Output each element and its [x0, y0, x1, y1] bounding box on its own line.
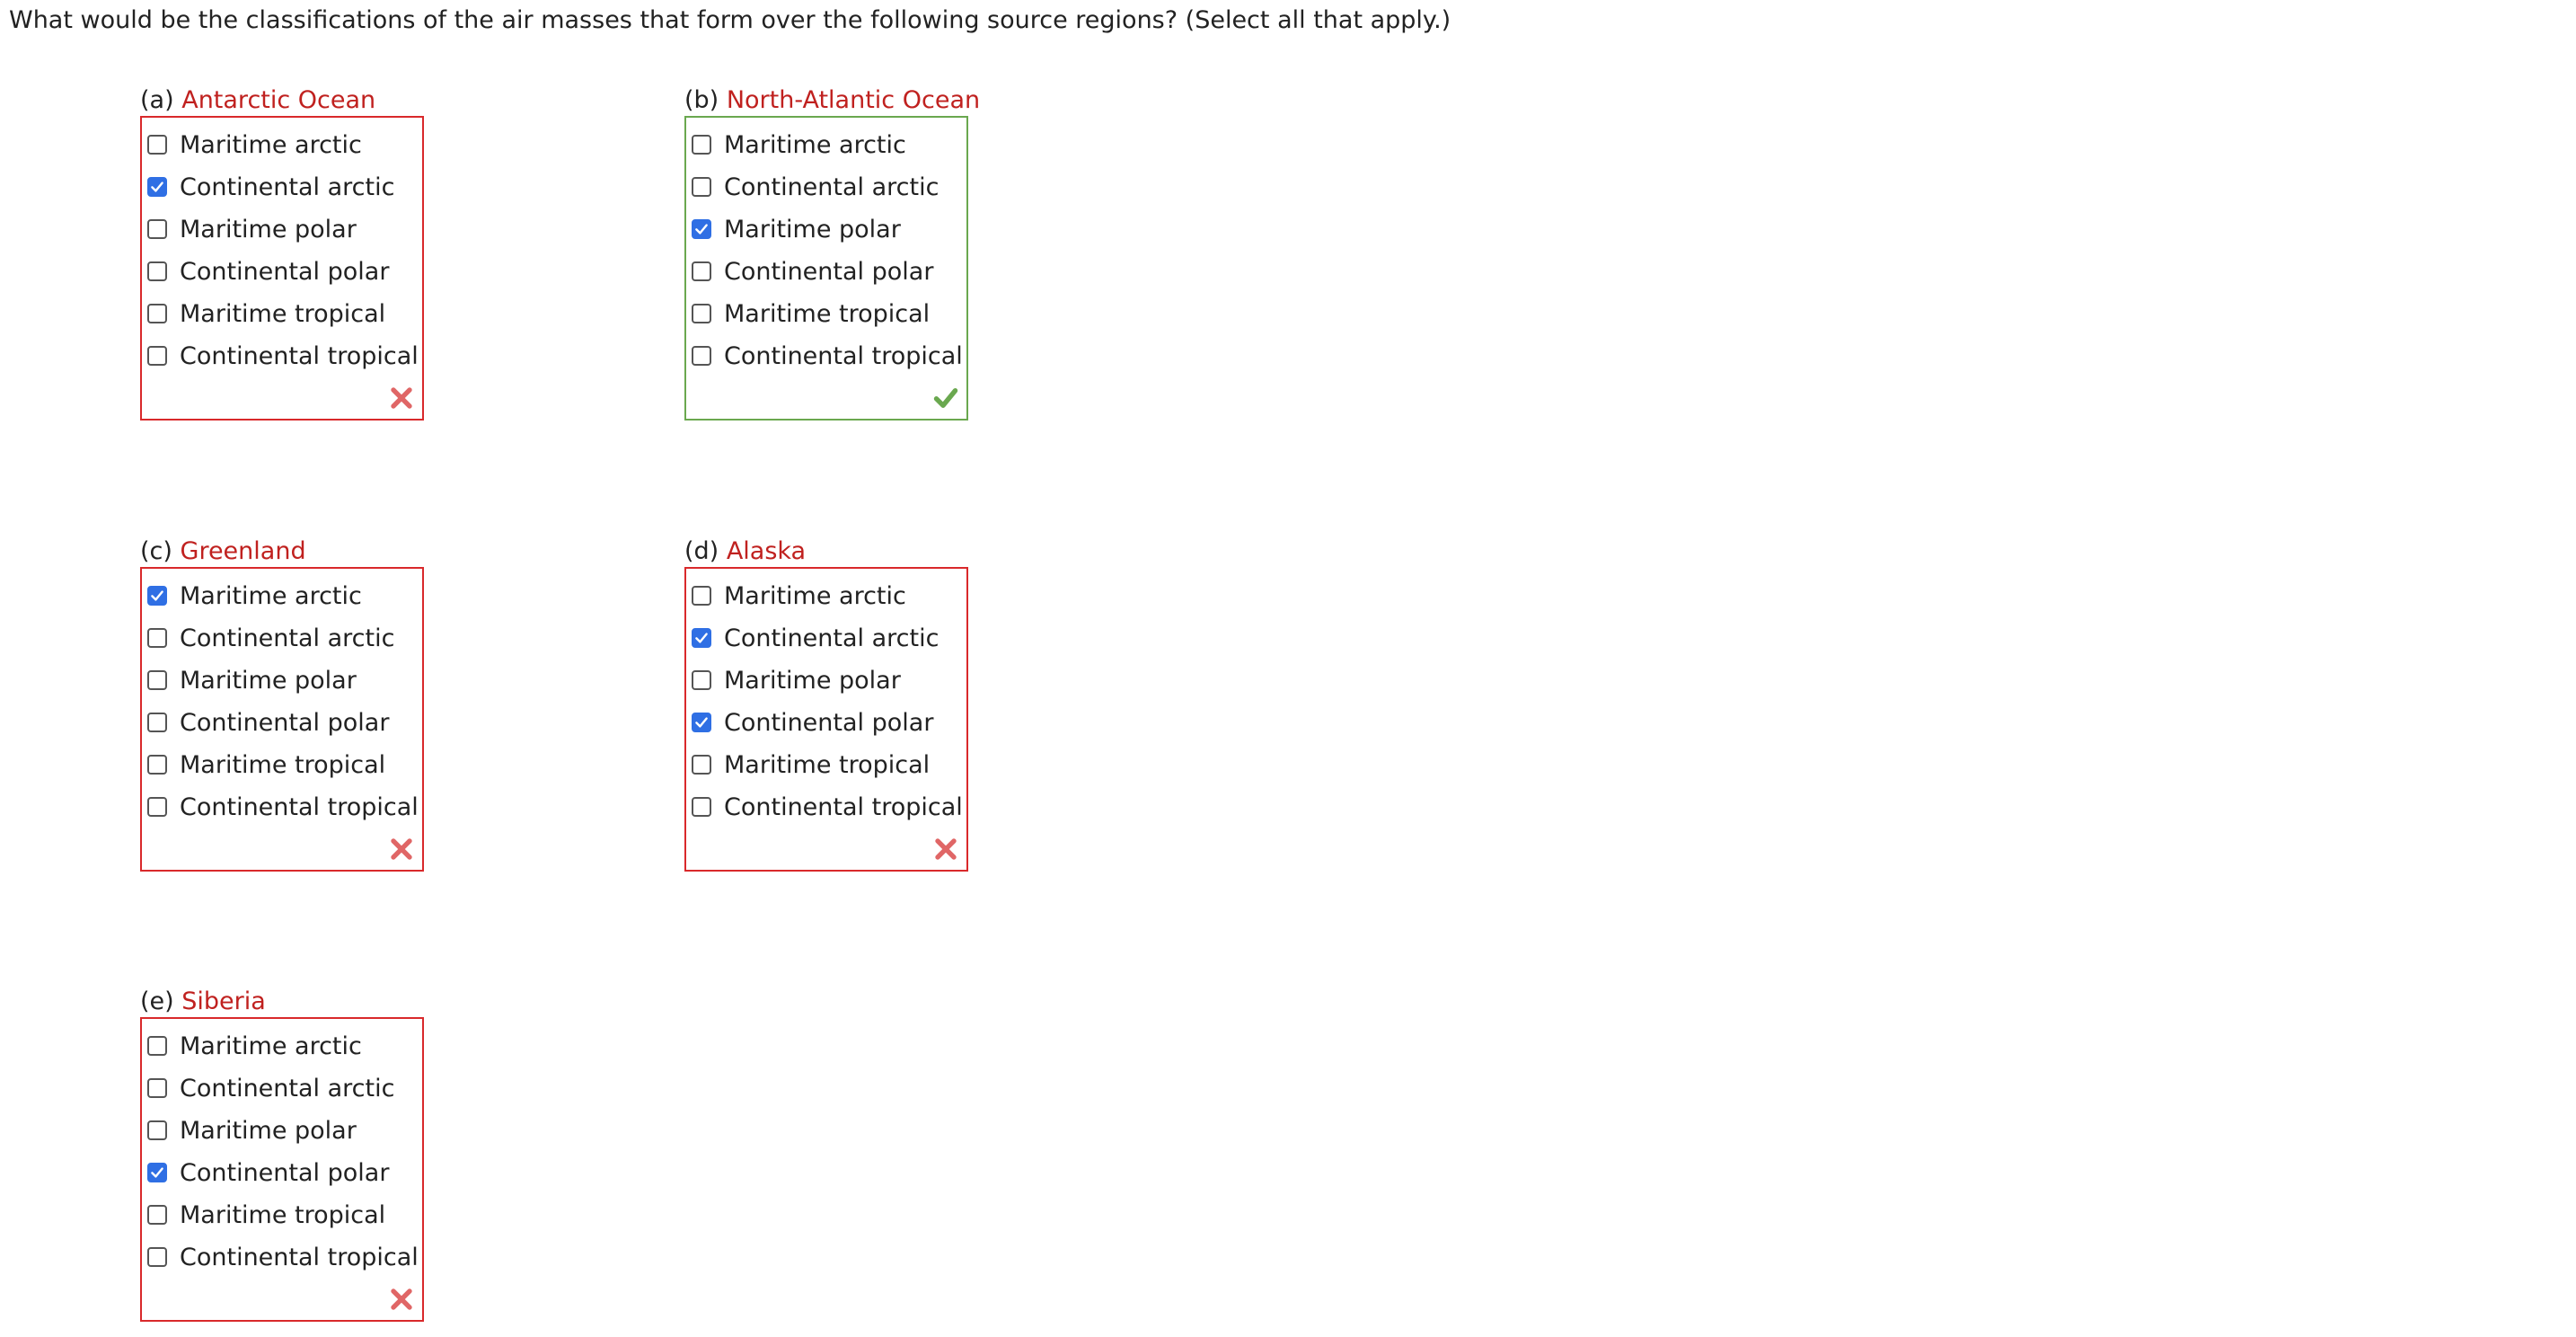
- option-label: Maritime tropical: [180, 750, 386, 779]
- checkbox-unchecked[interactable]: [147, 713, 167, 732]
- checkbox-checked[interactable]: [692, 628, 711, 648]
- option-label: Maritime tropical: [180, 299, 386, 328]
- option-label: Maritime polar: [180, 666, 357, 695]
- x-mark-icon: [388, 1286, 415, 1313]
- checkbox-checked[interactable]: [147, 1163, 167, 1182]
- checkbox-checked[interactable]: [692, 219, 711, 239]
- option-continental-arctic[interactable]: [692, 618, 939, 658]
- checkbox-unchecked[interactable]: [147, 797, 167, 817]
- option-continental-tropical[interactable]: [692, 336, 963, 376]
- option-label: Continental arctic: [724, 173, 940, 201]
- checkbox-unchecked[interactable]: [692, 135, 711, 155]
- option-maritime-arctic[interactable]: [147, 576, 362, 615]
- option-label: Maritime arctic: [180, 130, 362, 159]
- option-maritime-tropical[interactable]: [147, 745, 385, 784]
- option-label: Continental tropical: [180, 1243, 419, 1271]
- checkbox-unchecked[interactable]: [147, 346, 167, 366]
- option-maritime-arctic[interactable]: [147, 1026, 362, 1066]
- region-name: Siberia: [181, 987, 266, 1015]
- checkbox-unchecked[interactable]: [147, 261, 167, 281]
- option-maritime-polar[interactable]: [147, 209, 357, 249]
- checkbox-unchecked[interactable]: [147, 135, 167, 155]
- checkbox-unchecked[interactable]: [147, 1036, 167, 1056]
- option-continental-arctic[interactable]: [147, 618, 394, 658]
- option-label: Maritime arctic: [724, 581, 906, 610]
- x-mark-icon: [388, 836, 415, 863]
- option-label: Maritime tropical: [180, 1200, 386, 1229]
- checkbox-unchecked[interactable]: [147, 219, 167, 239]
- option-label: Continental tropical: [724, 341, 963, 370]
- x-mark-icon: [388, 385, 415, 412]
- region-name: North-Atlantic Ocean: [726, 86, 981, 114]
- option-label: Continental arctic: [180, 173, 395, 201]
- option-label: Continental arctic: [180, 1074, 395, 1102]
- option-label: Maritime polar: [724, 215, 901, 243]
- part-letter: (b): [684, 86, 719, 114]
- part-label: [140, 536, 306, 567]
- option-label: Continental polar: [724, 708, 934, 737]
- checkbox-unchecked[interactable]: [692, 304, 711, 323]
- option-maritime-polar[interactable]: [692, 209, 901, 249]
- option-label: Continental arctic: [724, 624, 940, 652]
- checkbox-unchecked[interactable]: [692, 177, 711, 197]
- checkbox-unchecked[interactable]: [147, 304, 167, 323]
- option-label: Continental polar: [180, 257, 390, 286]
- checkbox-checked[interactable]: [692, 713, 711, 732]
- option-label: Maritime arctic: [180, 581, 362, 610]
- option-maritime-tropical[interactable]: [692, 745, 930, 784]
- answer-box-incorrect: [140, 567, 424, 872]
- option-continental-polar[interactable]: [147, 703, 389, 742]
- part-label: [140, 987, 266, 1017]
- option-maritime-tropical[interactable]: [692, 294, 930, 333]
- option-label: Maritime tropical: [724, 750, 931, 779]
- answer-box-incorrect: [140, 116, 424, 421]
- checkbox-unchecked[interactable]: [147, 670, 167, 690]
- option-label: Maritime arctic: [724, 130, 906, 159]
- option-maritime-polar[interactable]: [147, 1111, 357, 1150]
- option-maritime-tropical[interactable]: [147, 1195, 385, 1235]
- region-name: Alaska: [726, 537, 807, 565]
- answer-box-correct: [684, 116, 968, 421]
- option-continental-arctic[interactable]: [147, 167, 394, 207]
- part-label: [684, 536, 806, 567]
- checkbox-unchecked[interactable]: [692, 586, 711, 606]
- option-maritime-polar[interactable]: [147, 660, 357, 700]
- option-maritime-arctic[interactable]: [692, 125, 906, 164]
- option-continental-tropical[interactable]: [147, 1237, 419, 1277]
- checkbox-unchecked[interactable]: [692, 670, 711, 690]
- option-label: Maritime polar: [180, 215, 357, 243]
- option-continental-arctic[interactable]: [692, 167, 939, 207]
- checkbox-unchecked[interactable]: [692, 261, 711, 281]
- checkbox-unchecked[interactable]: [147, 755, 167, 775]
- checkbox-unchecked[interactable]: [692, 346, 711, 366]
- option-continental-tropical[interactable]: [692, 787, 963, 827]
- part-label: [684, 85, 980, 116]
- answer-box-incorrect: [140, 1017, 424, 1322]
- checkbox-unchecked[interactable]: [692, 797, 711, 817]
- checkbox-unchecked[interactable]: [147, 1120, 167, 1140]
- option-maritime-arctic[interactable]: [147, 125, 362, 164]
- region-name: Greenland: [180, 537, 306, 565]
- option-continental-polar[interactable]: [147, 1153, 389, 1192]
- option-label: Maritime tropical: [724, 299, 931, 328]
- option-label: Continental polar: [180, 1158, 390, 1187]
- option-label: Continental tropical: [180, 792, 419, 821]
- option-label: Continental polar: [180, 708, 390, 737]
- option-label: Continental arctic: [180, 624, 395, 652]
- option-continental-polar[interactable]: [692, 252, 933, 291]
- option-label: Continental polar: [724, 257, 934, 286]
- option-continental-polar[interactable]: [147, 252, 389, 291]
- part-letter: (a): [140, 86, 174, 114]
- check-mark-icon: [932, 385, 959, 412]
- option-label: Maritime polar: [724, 666, 901, 695]
- checkbox-checked[interactable]: [147, 177, 167, 197]
- checkbox-unchecked[interactable]: [692, 755, 711, 775]
- part-letter: (e): [140, 987, 174, 1015]
- option-label: Maritime polar: [180, 1116, 357, 1145]
- part-letter: (d): [684, 537, 719, 565]
- checkbox-unchecked[interactable]: [147, 1078, 167, 1098]
- option-maritime-tropical[interactable]: [147, 294, 385, 333]
- part-letter: (c): [140, 537, 172, 565]
- option-continental-tropical[interactable]: [147, 336, 419, 376]
- option-label: Maritime arctic: [180, 1032, 362, 1060]
- checkbox-unchecked[interactable]: [147, 1247, 167, 1267]
- option-maritime-polar[interactable]: [692, 660, 901, 700]
- part-label: [140, 85, 375, 116]
- checkbox-unchecked[interactable]: [147, 1205, 167, 1225]
- option-label: Continental tropical: [180, 341, 419, 370]
- checkbox-checked[interactable]: [147, 586, 167, 606]
- option-maritime-arctic[interactable]: [692, 576, 906, 615]
- answer-box-incorrect: [684, 567, 968, 872]
- option-continental-arctic[interactable]: [147, 1068, 394, 1108]
- x-mark-icon: [932, 836, 959, 863]
- option-label: Continental tropical: [724, 792, 963, 821]
- option-continental-polar[interactable]: [692, 703, 933, 742]
- option-continental-tropical[interactable]: [147, 787, 419, 827]
- question-text: What would be the classifications of the air masses that form over the following source regions? (Select all that apply.): [9, 6, 1451, 34]
- checkbox-unchecked[interactable]: [147, 628, 167, 648]
- region-name: Antarctic Ocean: [181, 86, 376, 114]
